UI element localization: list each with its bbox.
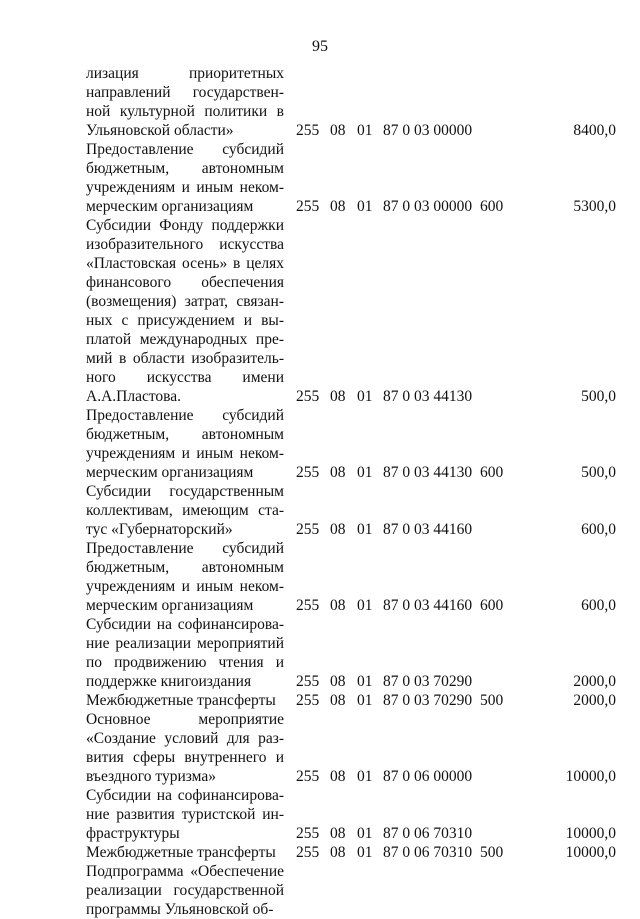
- target-article-code: 87 0 03 44130: [383, 464, 473, 481]
- grbs-code: 255: [296, 388, 320, 405]
- description-line: въездного туризма»: [86, 768, 216, 785]
- description-line: направлений государствен-: [86, 84, 284, 101]
- grbs-code: 255: [296, 768, 320, 785]
- description-line: бюджетным, автономным: [86, 426, 284, 443]
- description-line: лизация приоритетных: [86, 65, 284, 82]
- description-line: реализации государственной: [86, 882, 284, 899]
- section-code: 08: [330, 597, 346, 614]
- section-code: 08: [330, 825, 346, 842]
- description-line: Предоставление субсидий: [86, 141, 284, 158]
- expense-type-code: 500: [480, 692, 504, 709]
- subsection-code: 01: [357, 464, 373, 481]
- row-description: [86, 691, 284, 710]
- description-line: Ульяновской области»: [86, 122, 234, 139]
- row-description: [86, 406, 284, 482]
- grbs-code: 255: [296, 844, 320, 861]
- description-line: ние реализации мероприятий: [86, 635, 284, 652]
- description-line: Субсидии государственным: [86, 483, 284, 500]
- description-line: финансового обеспечения: [86, 274, 284, 291]
- row-description: [86, 786, 284, 843]
- description-line: фраструктуры: [86, 825, 180, 842]
- grbs-code: 255: [296, 521, 320, 538]
- row-description: [86, 216, 284, 406]
- target-article-code: 87 0 03 44160: [383, 521, 473, 538]
- row-description: [86, 862, 284, 919]
- amount: 10000,0: [565, 844, 616, 861]
- table-row: [0, 140, 640, 216]
- grbs-code: 255: [296, 692, 320, 709]
- description-line: изобразительного искусства: [86, 236, 284, 253]
- section-code: 08: [330, 692, 346, 709]
- target-article-code: 87 0 03 70290: [383, 692, 473, 709]
- subsection-code: 01: [357, 768, 373, 785]
- description-line: Субсидии на софинансирова-: [86, 616, 284, 633]
- description-line: Субсидии на софинансирова-: [86, 787, 284, 804]
- description-line: программы Ульяновской об-: [86, 901, 274, 918]
- description-line: «Пластовская осень» в целях: [86, 255, 284, 272]
- section-code: 08: [330, 388, 346, 405]
- description-line: Межбюджетные трансферты: [86, 692, 276, 709]
- description-line: А.А.Пластова.: [86, 388, 182, 405]
- table-row: [0, 710, 640, 786]
- description-line: вития сферы внутреннего и: [86, 749, 284, 766]
- table-row: [0, 843, 640, 862]
- description-line: учреждениям и иным неком-: [86, 445, 284, 462]
- subsection-code: 01: [357, 597, 373, 614]
- target-article-code: 87 0 03 44130: [383, 388, 473, 405]
- description-line: Предоставление субсидий: [86, 407, 284, 424]
- target-article-code: 87 0 03 00000: [383, 198, 473, 215]
- description-line: (возмещения) затрат, связан-: [86, 293, 284, 310]
- grbs-code: 255: [296, 825, 320, 842]
- description-line: Подпрограмма «Обеспечение: [86, 863, 284, 880]
- table-row: [0, 406, 640, 482]
- table-row: [0, 786, 640, 843]
- grbs-code: 255: [296, 597, 320, 614]
- description-line: ных с присуждением и вы-: [86, 312, 284, 329]
- amount: 10000,0: [565, 768, 616, 785]
- expense-type-code: 600: [480, 198, 504, 215]
- row-description: [86, 843, 284, 862]
- description-line: бюджетным, автономным: [86, 559, 284, 576]
- expense-type-code: 500: [480, 844, 504, 861]
- description-line: ной культурной политики в: [86, 103, 284, 120]
- amount: 500,0: [581, 464, 616, 481]
- description-line: Основное мероприятие: [86, 711, 284, 728]
- description-line: ние развития туристской ин-: [86, 806, 284, 823]
- amount: 2000,0: [573, 692, 616, 709]
- grbs-code: 255: [296, 464, 320, 481]
- subsection-code: 01: [357, 825, 373, 842]
- subsection-code: 01: [357, 521, 373, 538]
- subsection-code: 01: [357, 122, 373, 139]
- row-description: [86, 710, 284, 786]
- description-line: Субсидии Фонду поддержки: [86, 217, 284, 234]
- amount: 2000,0: [573, 673, 616, 690]
- description-line: бюджетным, автономным: [86, 160, 284, 177]
- page-number: 95: [312, 38, 328, 55]
- section-code: 08: [330, 198, 346, 215]
- subsection-code: 01: [357, 673, 373, 690]
- target-article-code: 87 0 06 70310: [383, 825, 473, 842]
- description-line: мерческим организациям: [86, 597, 254, 614]
- subsection-code: 01: [357, 692, 373, 709]
- target-article-code: 87 0 03 70290: [383, 673, 473, 690]
- description-line: поддержке книгоиздания: [86, 673, 252, 690]
- expense-type-code: 600: [480, 597, 504, 614]
- grbs-code: 255: [296, 198, 320, 215]
- grbs-code: 255: [296, 673, 320, 690]
- row-description: [86, 140, 284, 216]
- description-line: «Создание условий для раз-: [86, 730, 284, 747]
- table-row: [0, 64, 640, 140]
- description-line: ного искусства имени: [86, 369, 284, 386]
- target-article-code: 87 0 06 00000: [383, 768, 473, 785]
- description-line: мерческим организациям: [86, 198, 254, 215]
- row-description: [86, 64, 284, 140]
- amount: 8400,0: [573, 122, 616, 139]
- section-code: 08: [330, 768, 346, 785]
- amount: 5300,0: [573, 198, 616, 215]
- subsection-code: 01: [357, 198, 373, 215]
- row-description: [86, 482, 284, 539]
- section-code: 08: [330, 844, 346, 861]
- subsection-code: 01: [357, 388, 373, 405]
- expense-type-code: 600: [480, 464, 504, 481]
- table-row: [0, 216, 640, 406]
- description-line: тус «Губернаторский»: [86, 521, 233, 538]
- table-row: [0, 482, 640, 539]
- table-row: [0, 615, 640, 691]
- amount: 600,0: [581, 521, 616, 538]
- target-article-code: 87 0 03 44160: [383, 597, 473, 614]
- description-line: учреждениям и иным неком-: [86, 179, 284, 196]
- table-row: [0, 691, 640, 710]
- table-row: [0, 539, 640, 615]
- target-article-code: 87 0 03 00000: [383, 122, 473, 139]
- description-line: мий в области изобразитель-: [86, 350, 284, 367]
- description-line: коллективам, имеющим ста-: [86, 502, 284, 519]
- section-code: 08: [330, 122, 346, 139]
- grbs-code: 255: [296, 122, 320, 139]
- section-code: 08: [330, 673, 346, 690]
- description-line: Предоставление субсидий: [86, 540, 284, 557]
- budget-table: [0, 64, 640, 919]
- description-line: учреждениям и иным неком-: [86, 578, 284, 595]
- section-code: 08: [330, 464, 346, 481]
- amount: 10000,0: [565, 825, 616, 842]
- table-row: [0, 862, 640, 919]
- description-line: Межбюджетные трансферты: [86, 844, 276, 861]
- amount: 600,0: [581, 597, 616, 614]
- subsection-code: 01: [357, 844, 373, 861]
- row-description: [86, 539, 284, 615]
- description-line: мерческим организациям: [86, 464, 254, 481]
- section-code: 08: [330, 521, 346, 538]
- description-line: по продвижению чтения и: [86, 654, 284, 671]
- target-article-code: 87 0 06 70310: [383, 844, 473, 861]
- row-description: [86, 615, 284, 691]
- amount: 500,0: [581, 388, 616, 405]
- description-line: платой международных пре-: [86, 331, 284, 348]
